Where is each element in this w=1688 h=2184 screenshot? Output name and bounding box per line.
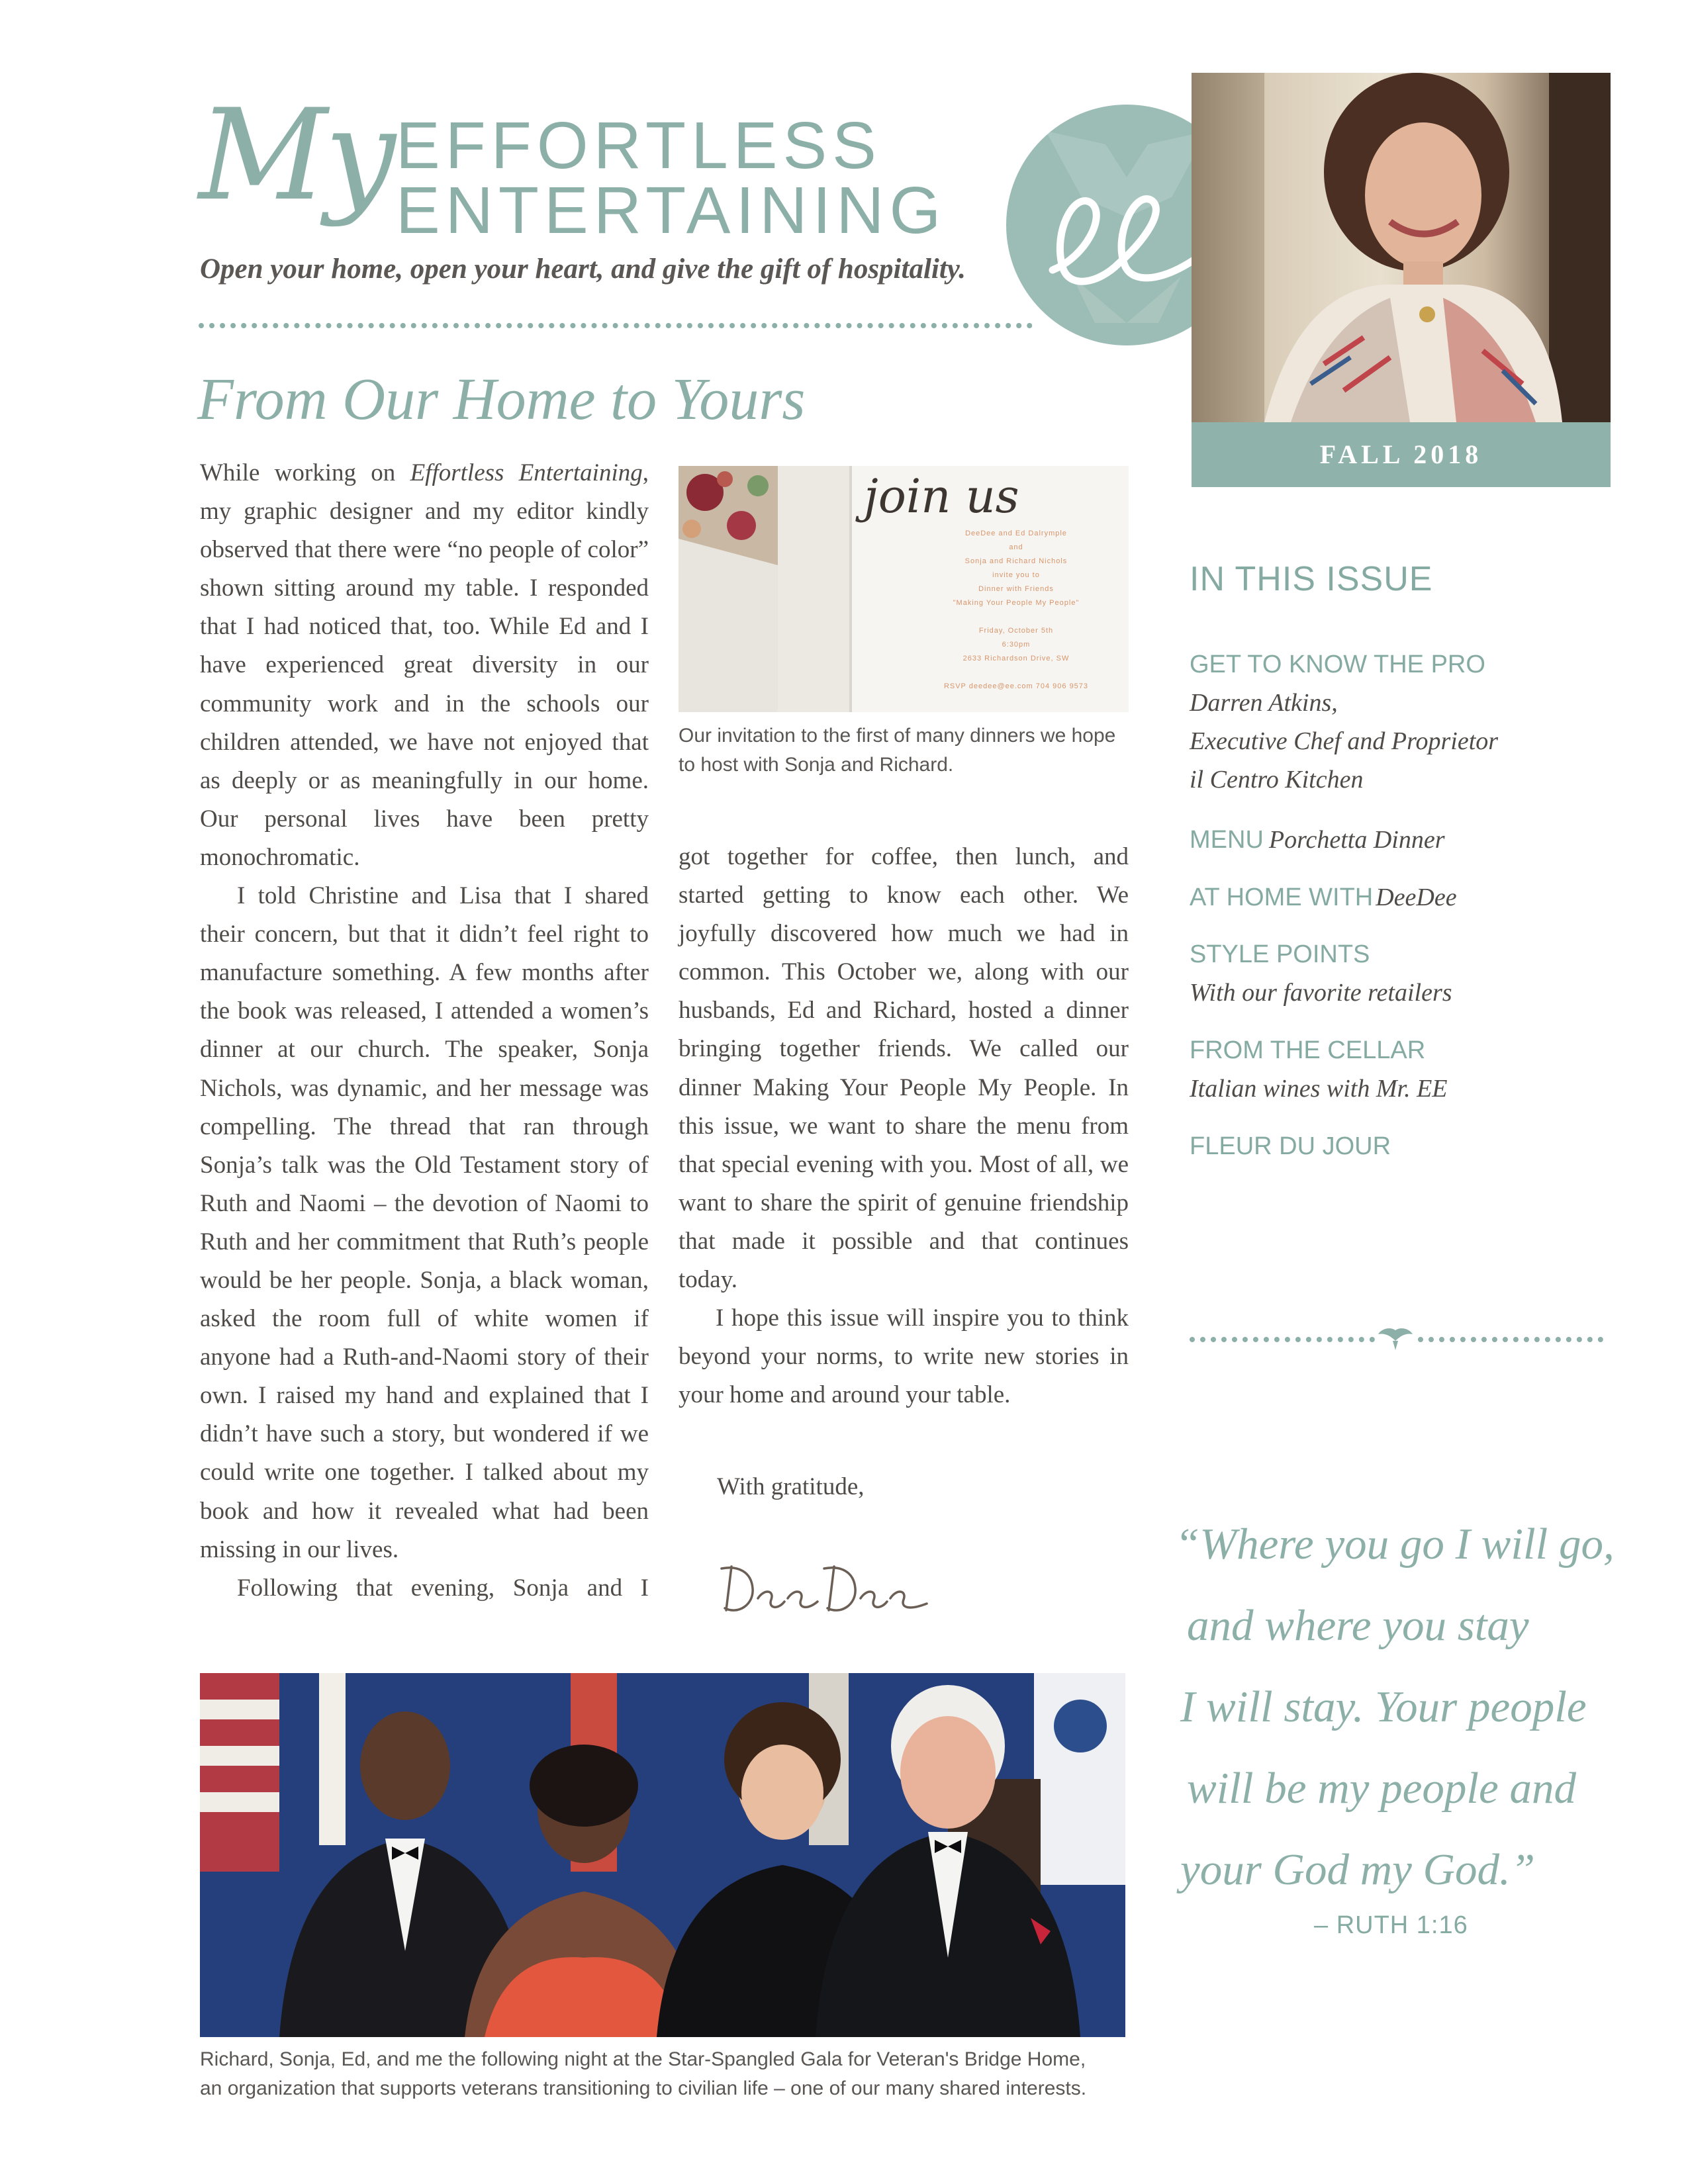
- p1-rest: , my graphic designer and my editor kindly observed that there were “no people of color” shown sitting around my table. I responded that I had noticed that, too. While Ed and I have experienced great diversity in our community work and in the schools our children attended, we have not enjoyed that as deeply or as meaningfully in our home. Our personal lives have been pretty monochromatic.: [200, 459, 649, 871]
- invitation-script: join us: [864, 469, 1019, 523]
- article-column-1: [200, 454, 649, 1608]
- invitation-text: [917, 527, 1115, 694]
- sidebar-dotted-rule-left: [1190, 1337, 1375, 1342]
- toc-item-subtitle: Executive Chef and Proprietor: [1190, 727, 1499, 755]
- toc-item-subtitle: With our favorite retailers: [1190, 979, 1452, 1007]
- gala-caption-line-1: Richard, Sonja, Ed, and me the following night at the Star-Spangled Gala for Veteran's Bridge Home,: [200, 2048, 1086, 2070]
- quote-line: your God my God.”: [1180, 1845, 1535, 1894]
- paragraph-1: [200, 454, 649, 877]
- portrait-photo: [1192, 73, 1611, 422]
- toc-item-title: MENU: [1190, 826, 1264, 854]
- toc-item-subtitle: DeeDee: [1376, 884, 1457, 911]
- toc-item-get-to-know-the-pro[interactable]: [1190, 645, 1653, 799]
- toc-item-fleur-du-jour[interactable]: [1190, 1127, 1653, 1165]
- article-column-2: [679, 838, 1129, 1414]
- sidebar-dotted-rule-right: [1418, 1337, 1603, 1342]
- quote-line: “Where you go I will go,: [1175, 1520, 1615, 1569]
- invitation-line: Friday, October 5th: [978, 627, 1054, 635]
- in-this-issue-heading: IN THIS ISSUE: [1190, 560, 1433, 598]
- invitation-line: Sonja and Richard Nichols: [964, 557, 1068, 565]
- paragraph-5: I hope this issue will inspire you to think beyond your norms, to write new stories in your home and around your table.: [679, 1304, 1129, 1409]
- invitation-line: 2633 Richardson Drive, SW: [962, 655, 1070, 662]
- toc-item-title: FLEUR DU JOUR: [1190, 1132, 1391, 1160]
- paragraph-3: Following that evening, Sonja and I: [237, 1574, 649, 1602]
- toc-item-subtitle: Italian wines with Mr. EE: [1190, 1075, 1448, 1103]
- masthead-effortless: EFFORTLESS: [396, 109, 882, 183]
- invitation-line: "Making Your People My People": [953, 599, 1080, 607]
- gala-caption-line-2: an organization that supports veterans transitioning to civilian life – one of our many shared interests.: [200, 2077, 1087, 2099]
- invitation-line: and: [1009, 543, 1023, 551]
- quote-attribution: – RUTH 1:16: [1314, 1911, 1468, 1939]
- toc-item-title: FROM THE CELLAR: [1190, 1036, 1426, 1064]
- toc-item-subtitle: Darren Atkins,: [1190, 689, 1338, 717]
- toc-item-subtitle: Porchetta Dinner: [1268, 826, 1445, 854]
- article-title: From Our Home to Yours: [197, 367, 806, 432]
- closing-line: With gratitude,: [717, 1473, 865, 1500]
- masthead-dotted-rule: [199, 323, 1033, 328]
- toc-item-at-home-with[interactable]: [1190, 878, 1653, 917]
- invitation-line: 6:30pm: [1002, 641, 1031, 649]
- paragraph-4: got together for coffee, then lunch, and started getting to know each other. We joyfully discovered how much we had in common. This October we, along with our husbands, Ed and Richard, hosted a dinner bringing together friends. We called our dinner Making Your People My People. In this issue, we want to share the menu from that special evening with you. Most of all, we want to share the spirit of genuine friendship that made it possible and that continues today.: [679, 843, 1129, 1294]
- leaf-ornament-icon: [1377, 1326, 1414, 1356]
- paragraph-2: I told Christine and Lisa that I shared their concern, but that it didn’t feel right to manufacture something. A few months after the book was released, I attended a women’s dinner at our church. The speaker, Sonja Nichols, was dynamic, and her message was compelling. The thread that ran through Sonja’s talk was the Old Testament story of Ruth and Naomi – the devotion of Naomi to Ruth and her commitment that Ruth’s people would be her people. Sonja, a black woman, asked the room full of white women if anyone had a Ruth-and-Naomi story of their own. I raised my hand and explained that I didn’t have such a story, but wondered if we could write one together. I talked about my book and how it revealed what had been missing in our lives.: [200, 882, 649, 1563]
- quote-line: will be my people and: [1187, 1764, 1576, 1813]
- portrait-illustration: [1192, 73, 1611, 422]
- season-banner: FALL 2018: [1192, 422, 1611, 487]
- p1-start: While working on: [200, 459, 410, 486]
- toc-item-menu[interactable]: [1190, 821, 1653, 859]
- gala-caption: [200, 2045, 1193, 2103]
- invitation-line: DeeDee and Ed Dalrymple: [965, 529, 1067, 537]
- gala-photo-illustration: [200, 1673, 1125, 2037]
- masthead-entertaining: ENTERTAINING: [396, 173, 947, 248]
- invitation-line: [917, 610, 1115, 624]
- scripture-quote: [1175, 1504, 1678, 1911]
- signature: [712, 1552, 930, 1628]
- toc-item-title: AT HOME WITH: [1190, 884, 1374, 911]
- toc-item-title: GET TO KNOW THE PRO: [1190, 651, 1485, 678]
- book-title: Effortless Entertaining: [410, 459, 643, 486]
- toc-item-subtitle: il Centro Kitchen: [1190, 766, 1364, 794]
- invitation-line: RSVP deedee@ee.com 704 906 9573: [943, 682, 1089, 690]
- invitation-line: [917, 666, 1115, 680]
- toc-item-style-points[interactable]: [1190, 935, 1653, 1012]
- invitation-line: Dinner with Friends: [978, 585, 1054, 593]
- invitation-photo: [679, 466, 1129, 712]
- toc-item-title: STYLE POINTS: [1190, 940, 1370, 968]
- toc-item-from-the-cellar[interactable]: [1190, 1031, 1653, 1108]
- tagline: Open your home, open your heart, and give the gift of hospitality.: [200, 253, 966, 285]
- quote-line: and where you stay: [1187, 1601, 1529, 1650]
- invitation-line: invite you to: [992, 571, 1040, 579]
- invitation-caption: Our invitation to the first of many dinners we hope to host with Sonja and Richard.: [679, 725, 1116, 776]
- quote-line: I will stay. Your people: [1180, 1682, 1587, 1731]
- gala-photo: [200, 1673, 1125, 2037]
- signature-drawing: [712, 1552, 930, 1625]
- masthead-my: My: [199, 82, 393, 228]
